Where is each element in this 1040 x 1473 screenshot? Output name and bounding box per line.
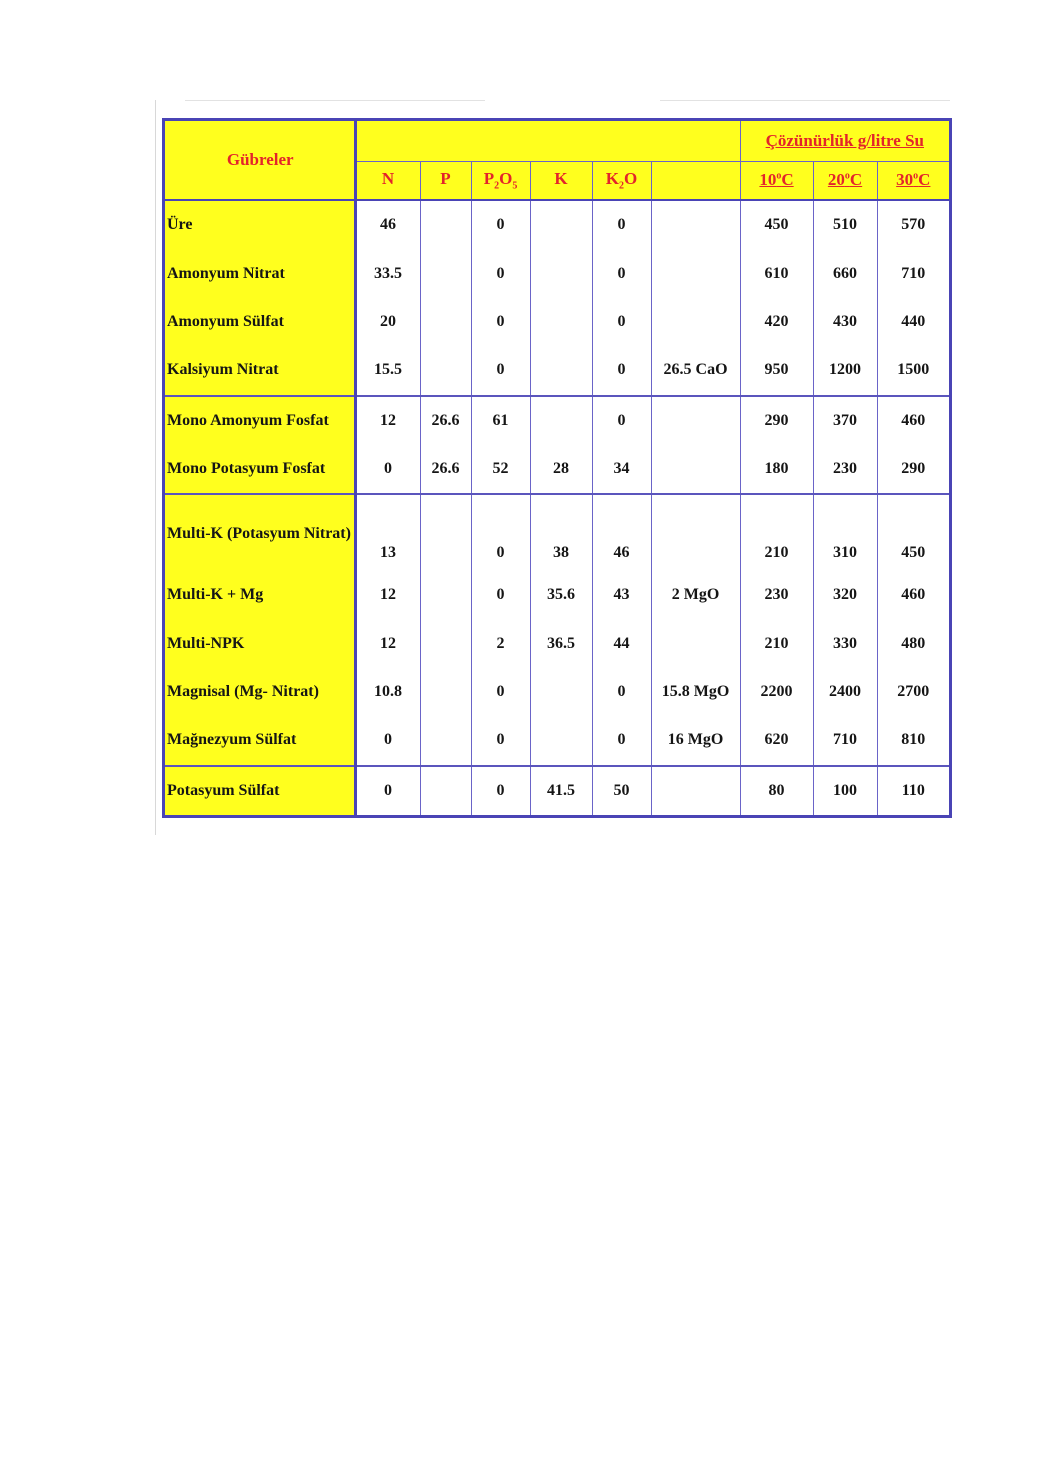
cell-t30: 110 bbox=[877, 766, 949, 815]
cell-t10: 450 bbox=[740, 200, 813, 249]
column-header-k2o: $K_2O$ bbox=[592, 161, 651, 200]
cell-n: 12 bbox=[355, 619, 420, 667]
table-row bbox=[165, 619, 949, 667]
cell-t20: 370 bbox=[813, 396, 877, 445]
table-row bbox=[165, 200, 949, 249]
cell-t20: 330 bbox=[813, 619, 877, 667]
cell-p2o5: 0 bbox=[471, 346, 530, 395]
column-header-fertilizers: Gübreler bbox=[165, 121, 355, 200]
cell-k: 38 bbox=[530, 494, 592, 571]
cell-p: 26.6 bbox=[420, 445, 471, 494]
cell-other: 15.8 MgO bbox=[651, 668, 740, 716]
cell-t30: 2700 bbox=[877, 668, 949, 716]
cell-p bbox=[420, 571, 471, 619]
column-header-solubility: Çözünürlük g/litre Su bbox=[740, 121, 949, 161]
header-blank-span bbox=[355, 121, 740, 161]
cell-t20: 320 bbox=[813, 571, 877, 619]
cell-p2o5: 52 bbox=[471, 445, 530, 494]
cell-n: 0 bbox=[355, 766, 420, 815]
cell-k: 35.6 bbox=[530, 571, 592, 619]
cell-t20: 1200 bbox=[813, 346, 877, 395]
cell-n: 15.5 bbox=[355, 346, 420, 395]
cell-p2o5: 0 bbox=[471, 668, 530, 716]
cell-p bbox=[420, 668, 471, 716]
column-header-n: N bbox=[355, 161, 420, 200]
cell-t10: 420 bbox=[740, 298, 813, 346]
cell-n: 0 bbox=[355, 445, 420, 494]
cell-n: 13 bbox=[355, 494, 420, 571]
cell-t30: 710 bbox=[877, 249, 949, 297]
cell-n: 12 bbox=[355, 396, 420, 445]
table-row bbox=[165, 346, 949, 395]
cell-k2o: 0 bbox=[592, 668, 651, 716]
cell-t20: 430 bbox=[813, 298, 877, 346]
cell-p bbox=[420, 200, 471, 249]
cell-k2o: 46 bbox=[592, 494, 651, 571]
fertilizer-name: Multi-K (Potasyum Nitrat) bbox=[165, 494, 355, 571]
cell-other bbox=[651, 249, 740, 297]
fertilizer-table bbox=[165, 121, 949, 815]
cell-n: 0 bbox=[355, 716, 420, 765]
cell-p: 26.6 bbox=[420, 396, 471, 445]
cell-k bbox=[530, 346, 592, 395]
column-header-temp-30: 30$^o$C bbox=[877, 161, 949, 200]
cell-t30: 460 bbox=[877, 571, 949, 619]
cell-p2o5: 0 bbox=[471, 298, 530, 346]
scan-edge-line bbox=[155, 100, 156, 835]
cell-k bbox=[530, 249, 592, 297]
cell-k2o: 0 bbox=[592, 298, 651, 346]
cell-other bbox=[651, 445, 740, 494]
fertilizer-name: Mağnezyum Sülfat bbox=[165, 716, 355, 765]
scan-top-line bbox=[660, 100, 950, 101]
cell-k2o: 0 bbox=[592, 346, 651, 395]
cell-p2o5: 0 bbox=[471, 249, 530, 297]
fertilizer-name: Multi-NPK bbox=[165, 619, 355, 667]
column-header-k: K bbox=[530, 161, 592, 200]
cell-t10: 210 bbox=[740, 619, 813, 667]
cell-p2o5: 0 bbox=[471, 766, 530, 815]
column-header-other bbox=[651, 161, 740, 200]
cell-t10: 230 bbox=[740, 571, 813, 619]
cell-other bbox=[651, 200, 740, 249]
table-row bbox=[165, 766, 949, 815]
cell-other bbox=[651, 766, 740, 815]
fertilizer-name: Magnisal (Mg- Nitrat) bbox=[165, 668, 355, 716]
cell-k: 28 bbox=[530, 445, 592, 494]
cell-k2o: 0 bbox=[592, 200, 651, 249]
cell-t10: 2200 bbox=[740, 668, 813, 716]
cell-t10: 180 bbox=[740, 445, 813, 494]
cell-t30: 440 bbox=[877, 298, 949, 346]
scan-top-line bbox=[185, 100, 485, 101]
fertilizer-name: Multi-K + Mg bbox=[165, 571, 355, 619]
cell-n: 12 bbox=[355, 571, 420, 619]
column-header-p2o5: $P_2O_5$ bbox=[471, 161, 530, 200]
cell-other bbox=[651, 494, 740, 571]
cell-t20: 660 bbox=[813, 249, 877, 297]
table-row bbox=[165, 668, 949, 716]
cell-p bbox=[420, 346, 471, 395]
cell-t30: 290 bbox=[877, 445, 949, 494]
cell-k2o: 44 bbox=[592, 619, 651, 667]
header-row-top bbox=[165, 121, 949, 161]
column-header-temp-10: 10$^o$C bbox=[740, 161, 813, 200]
cell-k bbox=[530, 200, 592, 249]
cell-k bbox=[530, 298, 592, 346]
cell-p2o5: 0 bbox=[471, 200, 530, 249]
cell-t10: 610 bbox=[740, 249, 813, 297]
cell-p bbox=[420, 494, 471, 571]
cell-k: 36.5 bbox=[530, 619, 592, 667]
fertilizer-name: Üre bbox=[165, 200, 355, 249]
cell-t30: 810 bbox=[877, 716, 949, 765]
cell-k2o: 0 bbox=[592, 716, 651, 765]
column-header-temp-20: 20$^o$C bbox=[813, 161, 877, 200]
cell-t30: 570 bbox=[877, 200, 949, 249]
cell-n: 46 bbox=[355, 200, 420, 249]
cell-other: 26.5 CaO bbox=[651, 346, 740, 395]
cell-p bbox=[420, 249, 471, 297]
cell-k2o: 0 bbox=[592, 249, 651, 297]
cell-k bbox=[530, 668, 592, 716]
table-row bbox=[165, 445, 949, 494]
cell-t30: 460 bbox=[877, 396, 949, 445]
cell-p2o5: 2 bbox=[471, 619, 530, 667]
column-header-p: P bbox=[420, 161, 471, 200]
cell-t20: 230 bbox=[813, 445, 877, 494]
fertilizer-name: Mono Potasyum Fosfat bbox=[165, 445, 355, 494]
cell-p bbox=[420, 766, 471, 815]
cell-other: 2 MgO bbox=[651, 571, 740, 619]
cell-t20: 310 bbox=[813, 494, 877, 571]
cell-t10: 290 bbox=[740, 396, 813, 445]
cell-t10: 620 bbox=[740, 716, 813, 765]
cell-t10: 210 bbox=[740, 494, 813, 571]
cell-t20: 100 bbox=[813, 766, 877, 815]
cell-t20: 510 bbox=[813, 200, 877, 249]
cell-p bbox=[420, 619, 471, 667]
table-row bbox=[165, 494, 949, 571]
cell-p2o5: 0 bbox=[471, 571, 530, 619]
table-row bbox=[165, 249, 949, 297]
cell-n: 10.8 bbox=[355, 668, 420, 716]
cell-k2o: 0 bbox=[592, 396, 651, 445]
fertilizer-name: Amonyum Sülfat bbox=[165, 298, 355, 346]
cell-p bbox=[420, 298, 471, 346]
cell-k2o: 50 bbox=[592, 766, 651, 815]
cell-other: 16 MgO bbox=[651, 716, 740, 765]
cell-t30: 450 bbox=[877, 494, 949, 571]
cell-t10: 80 bbox=[740, 766, 813, 815]
cell-other bbox=[651, 298, 740, 346]
table-row bbox=[165, 571, 949, 619]
table-row bbox=[165, 716, 949, 765]
cell-k: 41.5 bbox=[530, 766, 592, 815]
fertilizer-name: Kalsiyum Nitrat bbox=[165, 346, 355, 395]
cell-k2o: 43 bbox=[592, 571, 651, 619]
fertilizer-table-frame bbox=[162, 118, 952, 818]
cell-p2o5: 0 bbox=[471, 494, 530, 571]
table-row bbox=[165, 396, 949, 445]
cell-p2o5: 61 bbox=[471, 396, 530, 445]
cell-n: 33.5 bbox=[355, 249, 420, 297]
cell-k2o: 34 bbox=[592, 445, 651, 494]
cell-t30: 480 bbox=[877, 619, 949, 667]
cell-p2o5: 0 bbox=[471, 716, 530, 765]
cell-t20: 2400 bbox=[813, 668, 877, 716]
cell-other bbox=[651, 619, 740, 667]
cell-t10: 950 bbox=[740, 346, 813, 395]
cell-other bbox=[651, 396, 740, 445]
fertilizer-name: Amonyum Nitrat bbox=[165, 249, 355, 297]
fertilizer-name: Potasyum Sülfat bbox=[165, 766, 355, 815]
cell-t20: 710 bbox=[813, 716, 877, 765]
table-row bbox=[165, 298, 949, 346]
cell-t30: 1500 bbox=[877, 346, 949, 395]
cell-k bbox=[530, 716, 592, 765]
cell-k bbox=[530, 396, 592, 445]
cell-p bbox=[420, 716, 471, 765]
cell-n: 20 bbox=[355, 298, 420, 346]
fertilizer-name: Mono Amonyum Fosfat bbox=[165, 396, 355, 445]
